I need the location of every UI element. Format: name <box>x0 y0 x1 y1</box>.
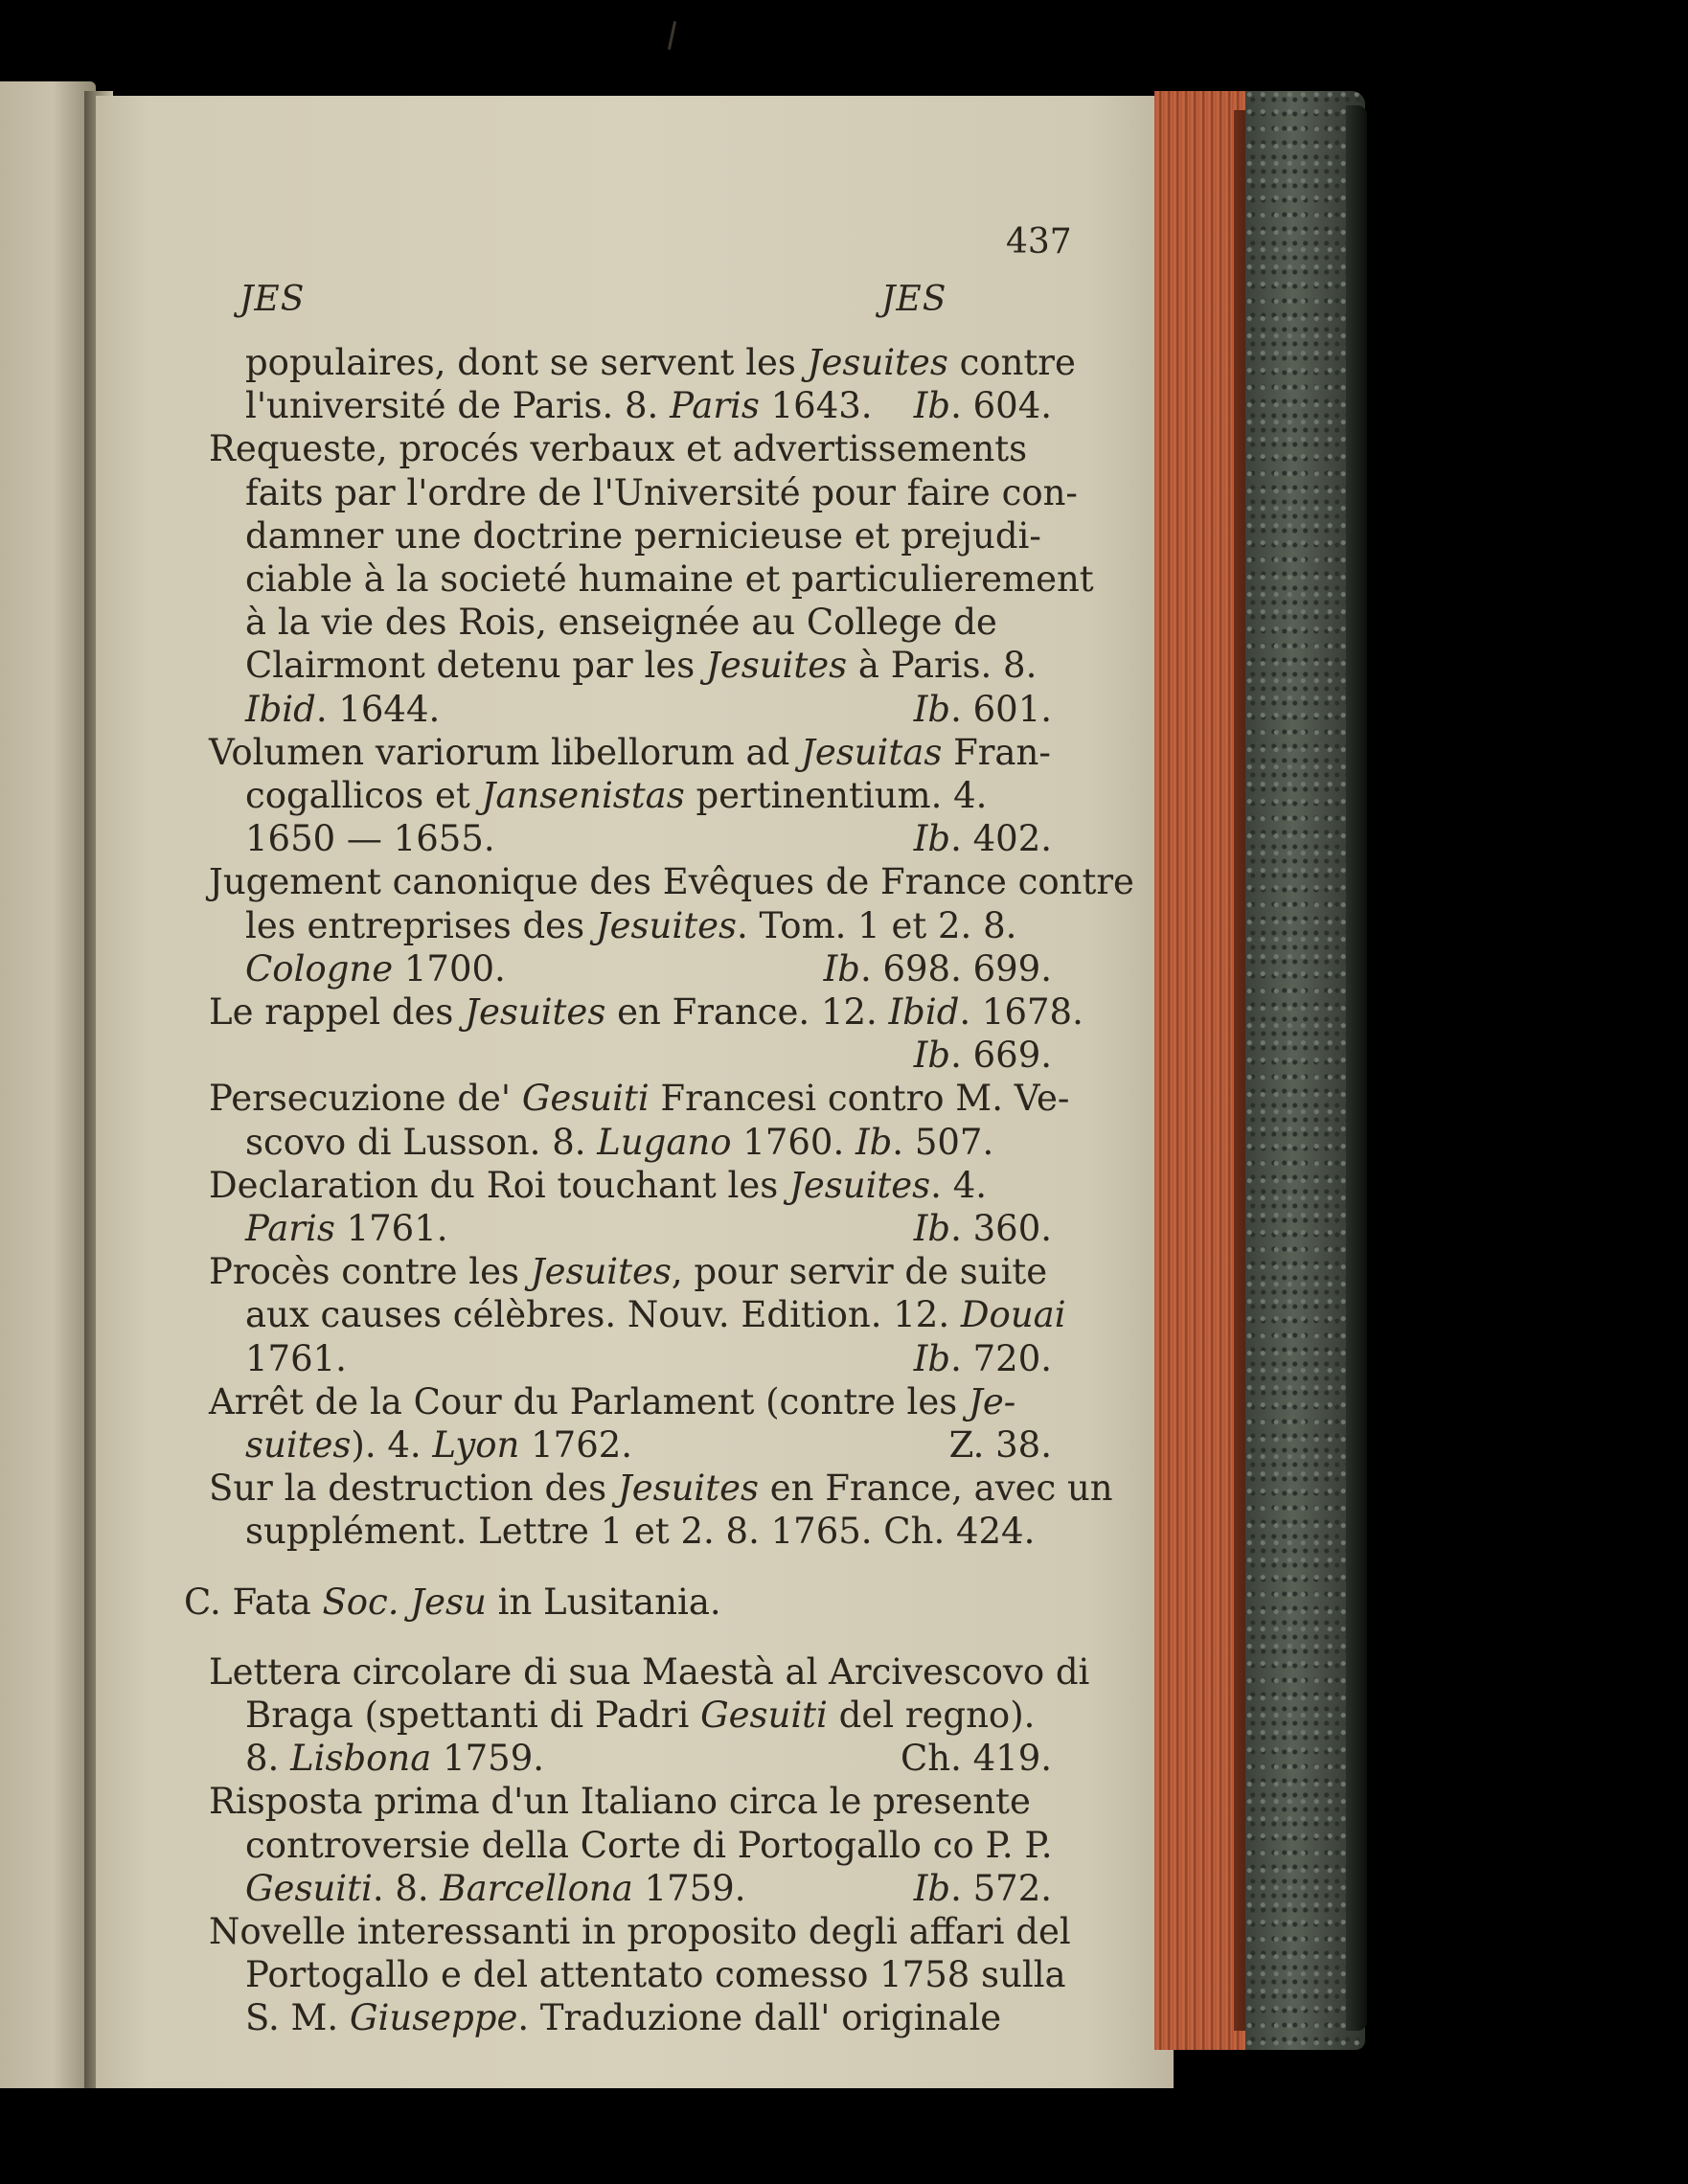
italic-text: Ib <box>913 1337 951 1379</box>
italic-text: Lisbona <box>290 1738 432 1780</box>
entry-line <box>245 1424 1052 1466</box>
entry-line <box>245 1511 1052 1553</box>
shelfmark <box>913 1208 1052 1249</box>
text: 1700. <box>393 947 506 990</box>
italic-text: Ib <box>855 1121 893 1163</box>
text: 1762. <box>519 1424 633 1466</box>
entry-line <box>245 1824 1053 1866</box>
text: . 507. <box>892 1121 994 1163</box>
facing-page-edge <box>0 81 96 2088</box>
text: . 1644. <box>315 688 441 730</box>
text: Francesi contro M. Ve- <box>649 1078 1070 1120</box>
entry-line <box>209 861 1134 903</box>
italic-text: Jesuites <box>530 1251 672 1293</box>
entry-line <box>209 428 1052 470</box>
italic-text: Douai <box>960 1294 1066 1336</box>
italic-text: Ib <box>913 385 951 427</box>
italic-text: Lyon <box>432 1424 520 1466</box>
text: . 572. <box>950 1867 1052 1909</box>
entry-line <box>209 1911 1071 1952</box>
italic-text: Lugano <box>597 1121 732 1163</box>
text: Lettera circolare di sua Maestà al Arcivescovo di <box>209 1650 1090 1693</box>
italic-text: Jesuites <box>705 645 848 687</box>
entry-line <box>209 1650 1090 1693</box>
shelfmark <box>948 1424 1052 1466</box>
text: 1643. <box>759 385 873 427</box>
entry-line <box>245 1121 1052 1163</box>
text: . Tom. 1 et 2. 8. <box>736 904 1017 946</box>
text: Procès contre les <box>209 1251 531 1293</box>
text: Braga (spettanti di Padri <box>245 1695 701 1736</box>
text: , pour servir de suite <box>671 1251 1048 1293</box>
board-edge <box>1346 105 1367 2031</box>
text: à la vie des Rois, enseignée au College de <box>245 602 997 644</box>
running-head-right: JES <box>881 280 947 319</box>
text: en France, avec un <box>759 1467 1113 1510</box>
italic-text: Gesuiti <box>245 1867 373 1909</box>
text: supplément. Lettre 1 et 2. 8. 1765. Ch. 424. <box>245 1511 1036 1553</box>
section-heading <box>184 1581 1052 1623</box>
entry-line <box>209 1380 1052 1422</box>
text: . 604. <box>950 385 1052 427</box>
entry-line <box>245 342 1076 383</box>
text: Fran- <box>942 731 1051 773</box>
entry-line <box>245 818 1052 860</box>
entry-line <box>245 645 1052 687</box>
italic-text: Ib <box>913 818 951 860</box>
text: Arrêt de la Cour du Parlament (contre les <box>209 1380 969 1422</box>
italic-text: Ib <box>913 1035 951 1077</box>
entry-line <box>245 775 1052 816</box>
italic-text: Jesuites <box>617 1467 759 1510</box>
text: . Traduzione dall' originale <box>517 1997 1002 2039</box>
entry-line <box>209 1164 1052 1206</box>
italic-text: Cologne <box>245 947 394 990</box>
shelfmark <box>913 818 1052 860</box>
entry-line <box>245 1337 1052 1379</box>
text: 1760. <box>731 1121 855 1163</box>
italic-text: Gesuiti <box>521 1078 650 1120</box>
page-number: 437 <box>1006 222 1072 262</box>
italic-text: Ib <box>913 688 951 730</box>
italic-text: Ibid <box>888 991 960 1033</box>
entry-line <box>245 514 1052 557</box>
text: Z. 38. <box>948 1424 1052 1466</box>
entry-line <box>245 904 1052 946</box>
text: l'université de Paris. 8. <box>245 385 671 427</box>
text: . 1678. <box>959 991 1084 1033</box>
italic-text: Jesuites <box>807 342 948 383</box>
shelfmark <box>913 385 1052 427</box>
entry-line <box>245 471 1078 513</box>
text: Requeste, procés verbaux et advertissements <box>209 428 1028 470</box>
italic-text: Jesuites <box>595 904 737 946</box>
entry-line <box>209 731 1052 773</box>
italic-text: Gesuiti <box>700 1695 828 1736</box>
text: . 698. 699. <box>859 947 1052 990</box>
shelfmark <box>823 947 1052 990</box>
text: Ch. 419. <box>900 1738 1052 1780</box>
text: Portogallo e del attentato comesso 1758 sulla <box>245 1954 1066 1996</box>
text: 8. <box>245 1738 291 1780</box>
text: . 402. <box>950 818 1052 860</box>
italic-text: Jansenistas <box>481 775 685 816</box>
text: Sur la destruction des <box>209 1467 618 1510</box>
text: controversie della Corte di Portogallo co P. P. <box>245 1824 1053 1866</box>
entry-line <box>245 688 1052 730</box>
shelfmark <box>900 1738 1052 1780</box>
text: in Lusitania. <box>486 1581 721 1623</box>
text: à Paris. 8. <box>847 645 1038 687</box>
shelfmark <box>913 1867 1052 1909</box>
italic-text: Barcellona <box>440 1867 633 1909</box>
text: . 4. <box>930 1164 987 1206</box>
italic-text: Giuseppe <box>349 1997 518 2039</box>
entry-line <box>245 385 1052 427</box>
entry-line <box>209 1467 1113 1510</box>
text: ciable à la societé humaine et particulierement <box>245 558 1094 600</box>
text: les entreprises des <box>245 904 596 946</box>
entry-line <box>245 1738 1052 1780</box>
italic-text: Ib <box>823 947 860 990</box>
text: faits par l'ordre de l'Université pour faire con- <box>245 471 1078 513</box>
ink-mark <box>668 21 676 50</box>
italic-text: Soc. Jesu <box>322 1581 487 1623</box>
text: pertinentium. 4. <box>684 775 988 816</box>
entry-line <box>245 947 1052 990</box>
text: en France. 12. <box>605 991 889 1033</box>
text: . 360. <box>950 1208 1052 1249</box>
text: Novelle interessanti in proposito degli affari del <box>209 1911 1071 1952</box>
text: Clairmont detenu par les <box>245 645 706 687</box>
text: Persecuzione de' <box>209 1078 522 1120</box>
entry-line <box>209 1781 1052 1823</box>
italic-text: suites <box>245 1424 352 1466</box>
entry-line <box>245 1294 1066 1336</box>
entry-line <box>209 1078 1070 1120</box>
running-head-left: JES <box>240 280 306 319</box>
text: 1761. <box>245 1337 347 1379</box>
entry-line <box>245 602 1052 644</box>
text: Declaration du Roi touchant les <box>209 1164 790 1206</box>
entry-line <box>245 1208 1052 1249</box>
text: ). 4. <box>351 1424 433 1466</box>
entry-line <box>245 1695 1052 1736</box>
text: Jugement canonique des Evêques de France contre <box>209 861 1134 903</box>
shelfmark <box>913 1035 1052 1077</box>
text: Volumen variorum libellorum ad <box>209 731 802 773</box>
entry-line <box>245 558 1094 600</box>
text: 1761. <box>334 1208 448 1249</box>
italic-text: Paris <box>670 385 760 427</box>
text: populaires, dont se servent les <box>245 342 808 383</box>
entry-line <box>209 1251 1052 1293</box>
text: cogallicos et <box>245 775 482 816</box>
italic-text: Paris <box>245 1208 335 1249</box>
italic-text: Je- <box>969 1380 1016 1422</box>
text: Risposta prima d'un Italiano circa le presente <box>209 1781 1031 1823</box>
text: 1759. <box>632 1867 746 1909</box>
text: 1650 — 1655. <box>245 818 495 860</box>
entry-line <box>245 1954 1066 1996</box>
text: aux causes célèbres. Nouv. Edition. 12. <box>245 1294 961 1336</box>
entry-line <box>245 1867 1052 1909</box>
text: C. Fata <box>184 1581 323 1623</box>
italic-text: Ibid <box>245 688 316 730</box>
text: contre <box>947 342 1076 383</box>
entry-line <box>245 1997 1052 2039</box>
text: S. M. <box>245 1997 350 2039</box>
shelfmark <box>913 1337 1052 1379</box>
shelfmark <box>913 688 1052 730</box>
text: del regno). <box>827 1695 1036 1736</box>
entry-line <box>209 991 1084 1033</box>
text: . 720. <box>950 1337 1052 1379</box>
text: Le rappel des <box>209 991 466 1033</box>
text: 1759. <box>431 1738 545 1780</box>
italic-text: Jesuites <box>789 1164 931 1206</box>
italic-text: Ib <box>913 1867 951 1909</box>
text: scovo di Lusson. 8. <box>245 1121 598 1163</box>
text: . 8. <box>372 1867 441 1909</box>
italic-text: Jesuitas <box>801 731 943 773</box>
text: . 669. <box>950 1035 1052 1077</box>
text: damner une doctrine pernicieuse et prejudi- <box>245 514 1041 557</box>
text: . 601. <box>950 688 1052 730</box>
italic-text: Ib <box>913 1208 951 1249</box>
italic-text: Jesuites <box>465 991 606 1033</box>
